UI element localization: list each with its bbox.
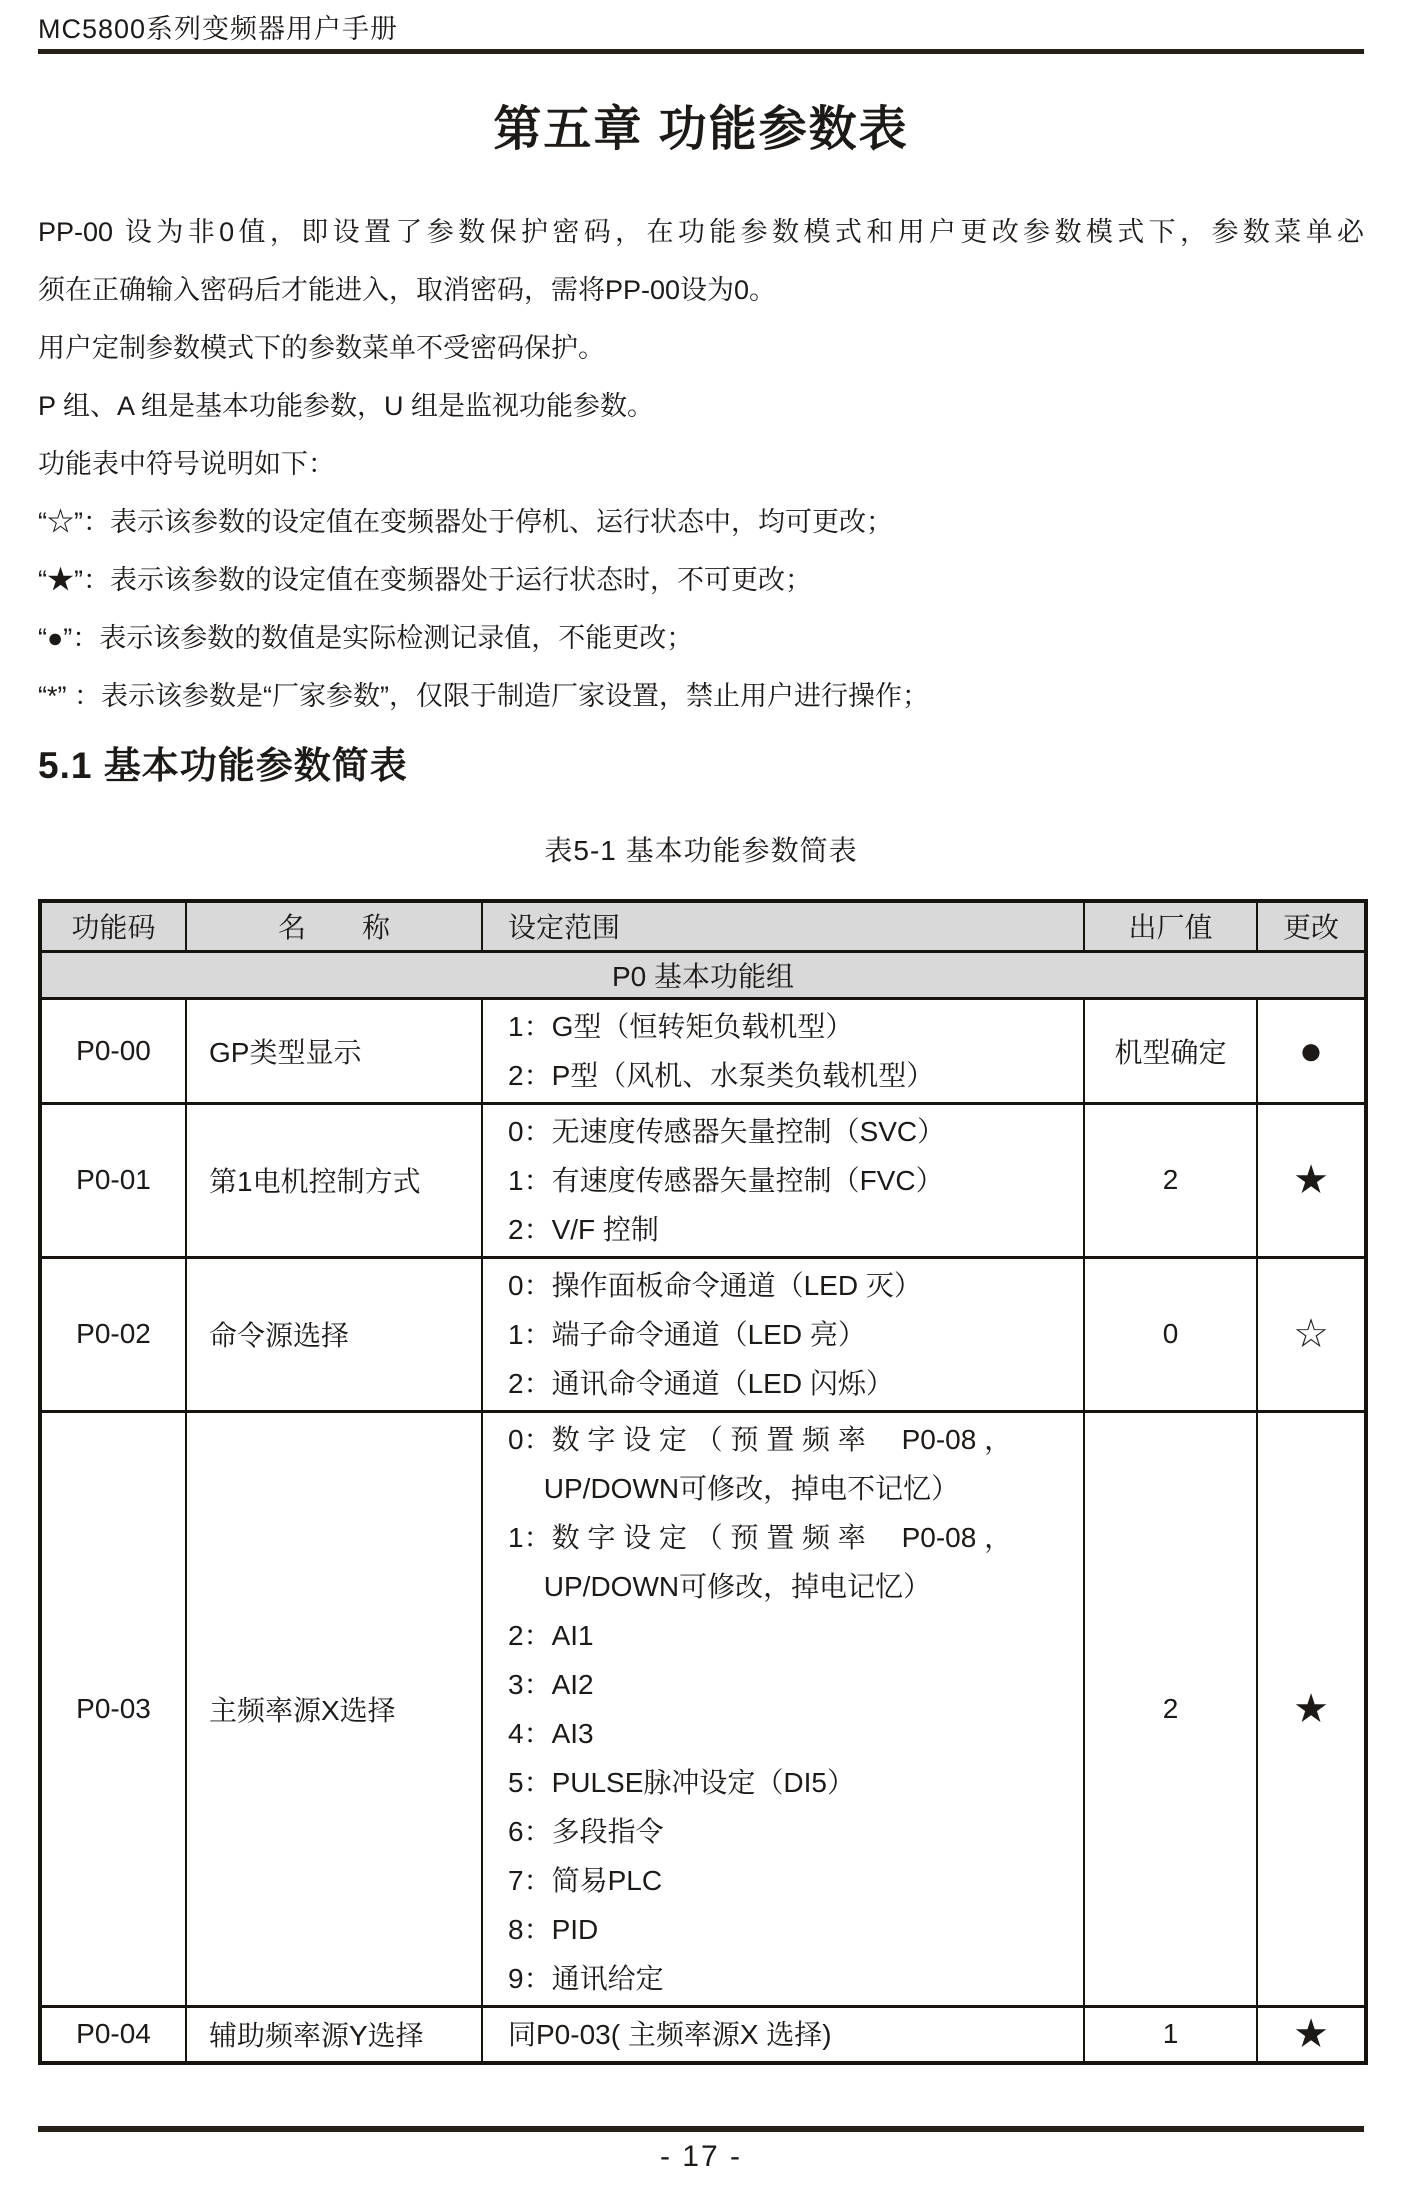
range-line: 2：AI1 (508, 1619, 594, 1651)
range-line: 7：简易PLC (508, 1864, 663, 1896)
range-line: 0：操作面板命令通道（LED 灭） (508, 1269, 922, 1301)
param-name-cell: GP类型显示 (186, 998, 482, 1103)
setting-range-cell (482, 1257, 1084, 1411)
legend-item-factory-parameter: “*” ：表示该参数是“厂家参数”，仅限于制造厂家设置，禁止用户进行操作； (38, 681, 929, 711)
document-header-title: MC5800系列变频器用户手册 (38, 14, 399, 44)
range-line: UP/DOWN可修改，掉电不记忆） (508, 1472, 960, 1504)
factory-default-cell: 0 (1084, 1257, 1257, 1411)
range-line: 4：AI3 (508, 1717, 594, 1749)
filled-star-symbol: ★ (1257, 1411, 1366, 2006)
range-line: 2：V/F 控制 (508, 1213, 659, 1245)
param-name-cell: 命令源选择 (186, 1257, 482, 1411)
intro-paragraph-line: 功能表中符号说明如下： (38, 449, 335, 479)
column-header-name: 名 称 (186, 901, 482, 951)
column-header-change: 更改 (1257, 901, 1366, 951)
range-line: 2：P型（风机、水泵类负载机型） (508, 1059, 935, 1091)
factory-default-cell: 机型确定 (1084, 998, 1257, 1103)
range-line: 0：数 字 设 定 （ 预 置 频 率 P0-08 ， (508, 1423, 1013, 1455)
table-row (40, 2006, 1366, 2063)
range-line: 1：端子命令通道（LED 亮） (508, 1318, 866, 1350)
group-header-row (40, 951, 1366, 998)
param-name-cell: 主频率源X选择 (186, 1411, 482, 2006)
table-caption: 表5-1 基本功能参数简表 (544, 835, 858, 866)
table-row (40, 1257, 1366, 1411)
intro-paragraph-line: P 组、A 组是基本功能参数，U 组是监视功能参数。 (38, 391, 655, 421)
filled-circle-symbol: ● (1257, 998, 1366, 1103)
intro-section (38, 203, 1364, 725)
range-line: 1：有速度传感器矢量控制（FVC） (508, 1164, 944, 1196)
column-header-row (40, 901, 1366, 951)
filled-star-symbol: ★ (1257, 2006, 1366, 2063)
page-number: - 17 - (659, 2140, 743, 2173)
column-header-code: 功能码 (40, 901, 186, 951)
legend-item-not-changeable-running: “★”：表示该参数的设定值在变频器处于运行状态时，不可更改； (38, 565, 812, 595)
setting-range-cell (482, 1411, 1084, 2006)
parameter-table-body (40, 951, 1366, 2063)
chapter-title: 第五章 功能参数表 (493, 103, 909, 156)
param-name-cell: 第1电机控制方式 (186, 1103, 482, 1257)
range-line: 3：AI2 (508, 1668, 594, 1700)
setting-range-cell (482, 998, 1084, 1103)
legend-item-changeable-anytime: “☆”：表示该参数的设定值在变频器处于停机、运行状态中，均可更改； (38, 507, 893, 537)
document-header (38, 0, 1364, 54)
table-row (40, 1411, 1366, 2006)
param-code-cell: P0-01 (40, 1103, 186, 1257)
param-code-cell: P0-02 (40, 1257, 186, 1411)
param-code-cell: P0-03 (40, 1411, 186, 2006)
range-line: 9：通讯给定 (508, 1962, 664, 1994)
param-code-cell: P0-00 (40, 998, 186, 1103)
range-line: 6：多段指令 (508, 1815, 664, 1847)
filled-star-symbol: ★ (1257, 1103, 1366, 1257)
param-code-cell: P0-04 (40, 2006, 186, 2063)
table-row (40, 1103, 1366, 1257)
range-line: 1：数 字 设 定 （ 预 置 频 率 P0-08 ， (508, 1521, 1013, 1553)
footer-rule (38, 2126, 1364, 2132)
range-line: 同P0-03( 主频率源X 选择) (508, 2018, 832, 2050)
setting-range-cell (482, 1103, 1084, 1257)
intro-paragraph-line: 用户定制参数模式下的参数菜单不受密码保护。 (38, 333, 605, 363)
range-line: 8：PID (508, 1913, 599, 1945)
range-line: 0：无速度传感器矢量控制（SVC） (508, 1115, 946, 1147)
factory-default-cell: 2 (1084, 1411, 1257, 2006)
parameter-table (38, 899, 1368, 2065)
section-heading: 5.1 基本功能参数简表 (38, 745, 408, 786)
range-line: 5：PULSE脉冲设定（DI5） (508, 1766, 855, 1798)
range-line: 2：通讯命令通道（LED 闪烁） (508, 1367, 894, 1399)
table-row (40, 998, 1366, 1103)
open-star-symbol: ☆ (1257, 1257, 1366, 1411)
column-header-range: 设定范围 (482, 901, 1084, 951)
intro-paragraph-line: 须在正确输入密码后才能进入，取消密码，需将PP-00设为0。 (38, 275, 777, 305)
setting-range-cell (482, 2006, 1084, 2063)
range-line: 1：G型（恒转矩负载机型） (508, 1010, 854, 1042)
parameter-table-head (40, 901, 1366, 951)
range-line: UP/DOWN可修改，掉电记忆） (508, 1570, 932, 1602)
legend-item-readonly-measured: “●”：表示该参数的数值是实际检测记录值，不能更改； (38, 623, 694, 653)
column-header-default: 出厂值 (1084, 901, 1257, 951)
param-name-cell: 辅助频率源Y选择 (186, 2006, 482, 2063)
factory-default-cell: 1 (1084, 2006, 1257, 2063)
group-header-label: P0 基本功能组 (40, 951, 1366, 998)
intro-paragraph-line: PP-00 设为非0值，即设置了参数保护密码，在功能参数模式和用户更改参数模式下，参数菜单必 (38, 217, 1364, 247)
factory-default-cell: 2 (1084, 1103, 1257, 1257)
